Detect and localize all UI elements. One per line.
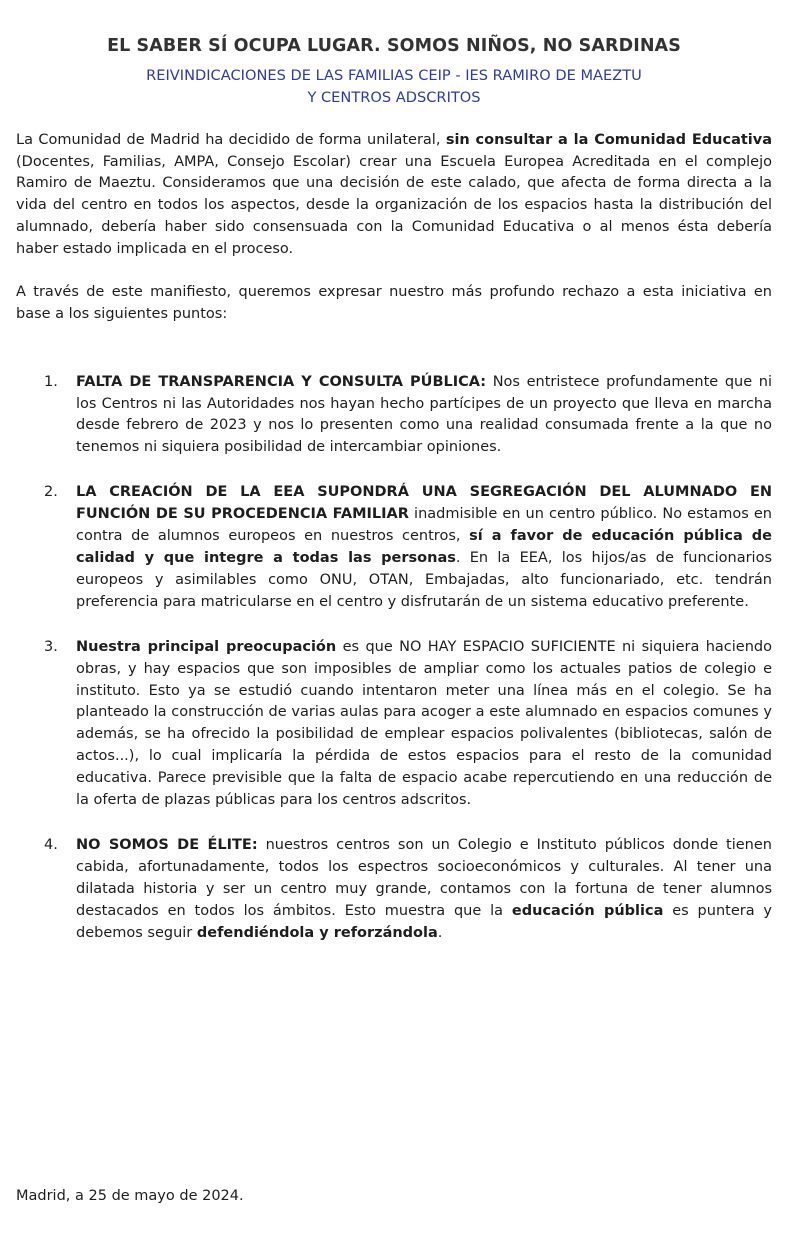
point-number: 4. [44,836,58,853]
point-text-bold: educación pública [511,902,664,919]
point-heading: Nuestra principal preocupación [76,638,337,655]
point-number: 2. [44,484,58,501]
intro-text-c: (Docentes, Familias, AMPA, Consejo Escolar) crear una Escuela Europea Acreditada en el complejo Ramiro de Maeztu. Consideramos que una decisión de este calado, que afecta de forma directa a la vida del centro en todos los aspectos, desde la organización de los espacios hasta la distribución del alumnado, debería haber sido consensuada con la Comunidad Educativa o al menos ésta debería haber estado implicada en el proceso. [16,153,772,257]
point-heading: NO SOMOS DE ÉLITE: [76,836,258,853]
document-title: EL SABER SÍ OCUPA LUGAR. SOMOS NIÑOS, NO SARDINAS [107,36,681,56]
point-text: . En la EEA, los hijos/as de funcionarios europeos y asimilables como ONU, OTAN, Embajadas, alto funcionariado, etc. tendrán preferencia para matricularse en el centro y disfrutarán de un sistema educativo preferente. [76,549,772,610]
document-page [0,36,788,1236]
subtitle-line-2: Y CENTROS ADSCRITOS [307,89,481,106]
point-heading: LA CREACIÓN DE LA EEA SUPONDRÁ UNA SEGREGACIÓN DEL ALUMNADO EN FUNCIÓN DE SU PROCEDENCIA FAMILIAR [76,484,772,523]
point-number: 1. [44,373,58,390]
subtitle-line-1: REIVINDICACIONES DE LAS FAMILIAS CEIP - IES RAMIRO DE MAEZTU [146,67,642,84]
manifesto-intro-paragraph: A través de este manifiesto, queremos expresar nuestro más profundo rechazo a esta iniciativa en base a los siguientes puntos: [16,284,772,322]
intro-paragraph [16,130,772,260]
point-text: es que NO HAY ESPACIO SUFICIENTE ni siquiera haciendo obras, y hay espacios que son imposibles de ampliar como los actuales patios de colegio e instituto. Esto ya se estudió cuando intentaron meter una línea más en el colegio. Se ha planteado la construcción de varias aulas para acoger a este alumnado en espacios comunes y además, se ha ofrecido la posibilidad de emplear espacios polivalentes (bibliotecas, salón de actos...), lo cual implicaría la pérdida de estos espacios para el resto de la comunidad educativa. Parece previsible que la falta de espacio acabe repercutiendo en una reducción de la oferta de plazas públicas para los centros adscritos. [76,638,772,809]
point-item-4 [16,835,772,945]
point-heading: FALTA DE TRANSPARENCIA Y CONSULTA PÚBLICA: [76,373,487,390]
point-item-2 [16,482,772,613]
document-subtitle [16,65,772,109]
points-list [16,372,772,945]
point-text: Nos entristece profundamente que ni los Centros ni las Autoridades nos hayan hecho partícipes de un proyecto que lleva en marcha desde febrero de 2023 y nos lo presenten como una realidad consumada frente a la que no tenemos ni siquiera posibilidad de intercambiar opiniones. [76,373,772,456]
point-text: inadmisible en un centro público. No estamos en contra de alumnos europeos en nuestros centros, [76,506,772,545]
point-text-bold: defendiéndola y reforzándola [196,924,438,941]
point-item-3 [16,637,772,812]
intro-text-bold: sin consultar a la Comunidad Educativa [445,132,772,148]
point-text-bold: sí a favor de educación pública de calidad y que integre a todas las personas [76,528,772,566]
intro-text-a: La Comunidad de Madrid ha decidido de forma unilateral, [16,132,446,148]
point-text: . [437,924,443,941]
point-item-1 [16,372,772,460]
point-text: nuestros centros son un Colegio e Instituto públicos donde tienen cabida, afortunadamente, todos los espectros socioeconómicos y culturales. Al tener una dilatada historia y ser un centro muy grande, contamos con la fortuna de tener alumnos destacados en todos los ámbitos. Esto muestra que la [76,836,772,919]
signoff-date: Madrid, a 25 de mayo de 2024. [16,1188,244,1204]
point-text: es puntera y debemos seguir [76,902,773,941]
point-number: 3. [44,638,58,655]
